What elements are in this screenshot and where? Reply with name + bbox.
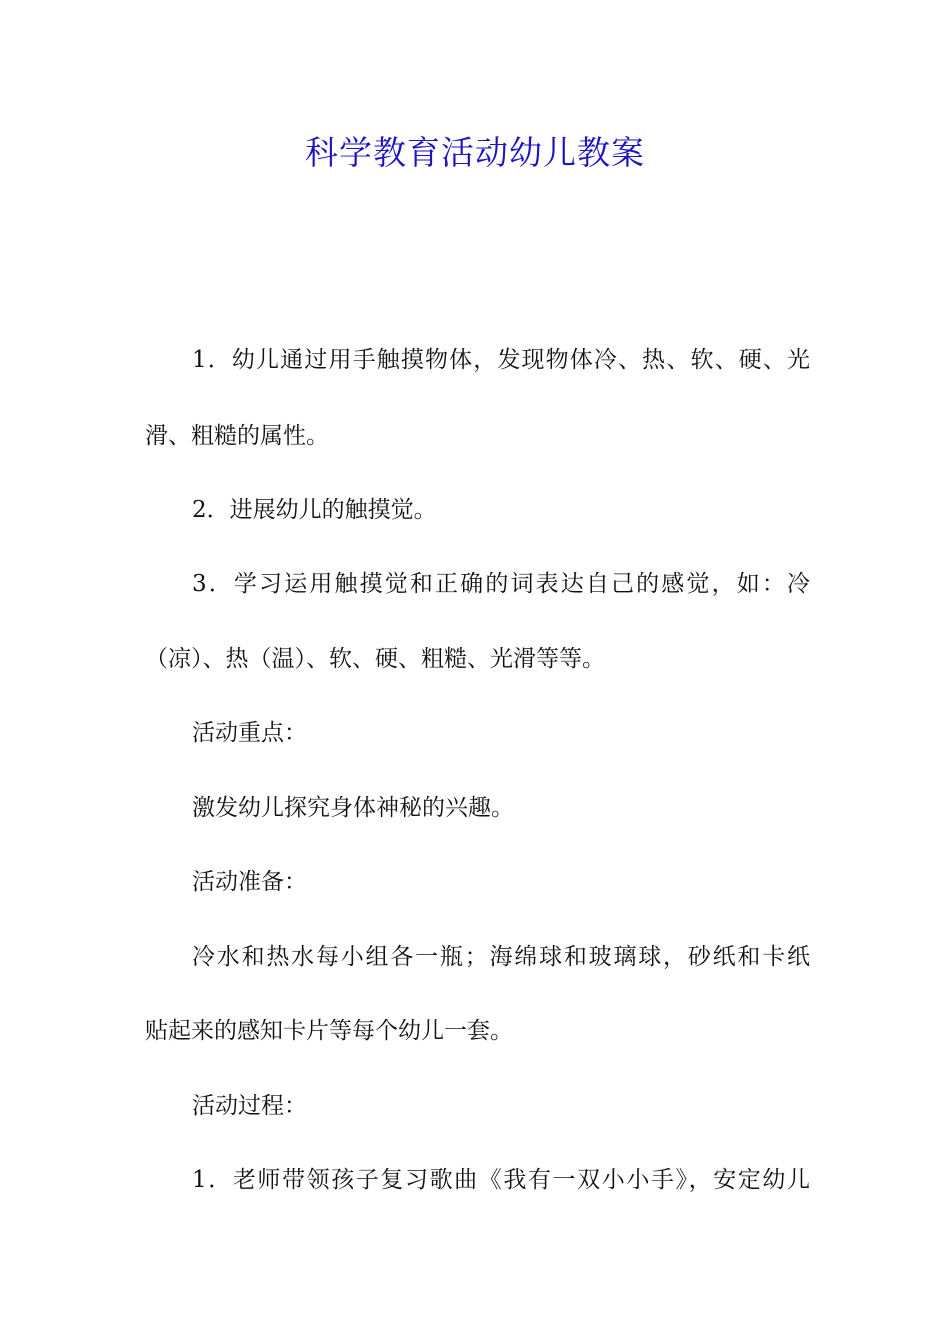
paragraph-line: 1．老师带领孩子复习歌曲《我有一双小小手》，安定幼儿 bbox=[192, 1167, 810, 1193]
paragraph-line: 滑、粗糙的属性。 bbox=[145, 423, 329, 449]
document-title: 科学教育活动幼儿教案 bbox=[305, 133, 645, 172]
paragraph-line: 2．进展幼儿的触摸觉。 bbox=[192, 497, 437, 523]
paragraph-line: 冷水和热水每小组各一瓶；海绵球和玻璃球，砂纸和卡纸 bbox=[192, 944, 810, 970]
paragraph-line: 1．幼儿通过用手触摸物体，发现物体冷、热、软、硬、光 bbox=[192, 347, 810, 373]
paragraph-line: 3．学习运用触摸觉和正确的词表达自己的感觉，如：冷 bbox=[192, 571, 810, 597]
section-heading: 活动准备： bbox=[192, 869, 307, 895]
section-heading: 活动重点： bbox=[192, 720, 307, 746]
paragraph-line: 贴起来的感知卡片等每个幼儿一套。 bbox=[145, 1018, 513, 1044]
paragraph-line: （凉）、热（温）、软、硬、粗糙、光滑等等。 bbox=[145, 646, 605, 672]
paragraph-line: 激发幼儿探究身体神秘的兴趣。 bbox=[192, 795, 514, 821]
section-heading: 活动过程： bbox=[192, 1093, 307, 1119]
